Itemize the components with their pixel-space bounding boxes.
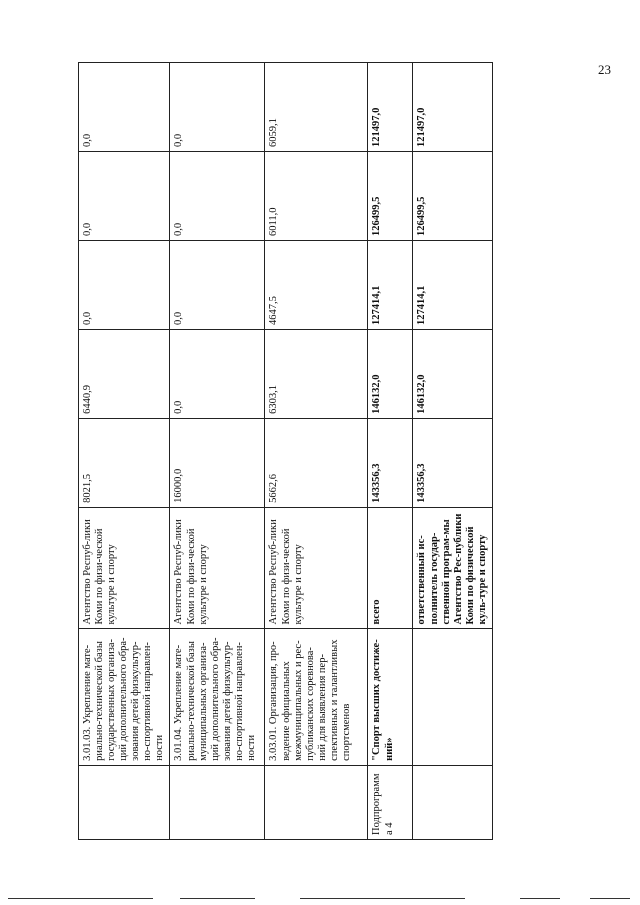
executor-cell: Агентство Респуб-лики Коми по физи-ческой культуре и спорту	[265, 507, 368, 629]
event-cell: 3.01.03. Укрепление мате-риально-технической базы государственных организа-ций дополнительного обра-зования детей физкультур-но-спортивной направлен-ности	[79, 629, 170, 765]
value-cell: 143356,3	[413, 418, 492, 507]
page-number: 23	[598, 62, 611, 77]
event-cell: "Спорт высших достиже-ний»	[368, 629, 413, 765]
value-cell: 0,0	[170, 329, 265, 418]
table-row	[413, 63, 492, 840]
value-cell: 0,0	[79, 63, 170, 152]
program-cell: Подпрограмма 4	[368, 765, 413, 839]
program-cell	[413, 765, 492, 839]
value-cell: 8021,5	[79, 418, 170, 507]
program-cell	[79, 765, 170, 839]
value-cell: 126499,5	[368, 152, 413, 241]
value-cell: 127414,1	[368, 240, 413, 329]
value-cell: 6303,1	[265, 329, 368, 418]
event-cell	[413, 629, 492, 765]
value-cell: 4647,5	[265, 240, 368, 329]
value-cell: 16000,0	[170, 418, 265, 507]
value-cell: 6059,1	[265, 63, 368, 152]
scan-edge-line	[520, 898, 560, 899]
table-row	[79, 63, 170, 840]
table-row	[368, 63, 413, 840]
value-cell: 146132,0	[413, 329, 492, 418]
event-cell: 3.01.04. Укрепление мате-риально-технической базы муниципальных организа-ций дополнительного обра-зования детей физкультур-но-спортивной направлен-ности	[170, 629, 265, 765]
budget-table-rotated	[78, 62, 488, 840]
executor-cell: всего	[368, 507, 413, 629]
value-cell: 146132,0	[368, 329, 413, 418]
value-cell: 0,0	[79, 240, 170, 329]
value-cell: 6011,0	[265, 152, 368, 241]
scan-edge-line	[8, 898, 153, 899]
table-row	[265, 63, 368, 840]
value-cell: 0,0	[170, 240, 265, 329]
value-cell: 127414,1	[413, 240, 492, 329]
budget-table	[78, 62, 493, 840]
value-cell: 0,0	[79, 152, 170, 241]
value-cell: 0,0	[170, 63, 265, 152]
value-cell: 126499,5	[413, 152, 492, 241]
executor-cell: ответственный ис-полнитель государ-ственной програм-мы Агентство Рес-публики Коми по физической куль-туре и спорту	[413, 507, 492, 629]
executor-cell: Агентство Респуб-лики Коми по физи-ческой культуре и спорту	[79, 507, 170, 629]
value-cell: 0,0	[170, 152, 265, 241]
value-cell: 5662,6	[265, 418, 368, 507]
scan-edge-line	[180, 898, 255, 899]
value-cell: 143356,3	[368, 418, 413, 507]
program-cell	[265, 765, 368, 839]
event-cell: 3.03.01. Организация, про-ведение официальных межмуниципальных и рес-публиканских соревнова-ний для выявления пер-спективных и талантливых спортсменов	[265, 629, 368, 765]
scan-edge-line	[300, 898, 465, 899]
scan-edge-line	[590, 898, 630, 899]
table-row	[170, 63, 265, 840]
value-cell: 121497,0	[368, 63, 413, 152]
executor-cell: Агентство Респуб-лики Коми по физи-ческой культуре и спорту	[170, 507, 265, 629]
value-cell: 6440,9	[79, 329, 170, 418]
value-cell: 121497,0	[413, 63, 492, 152]
program-cell	[170, 765, 265, 839]
